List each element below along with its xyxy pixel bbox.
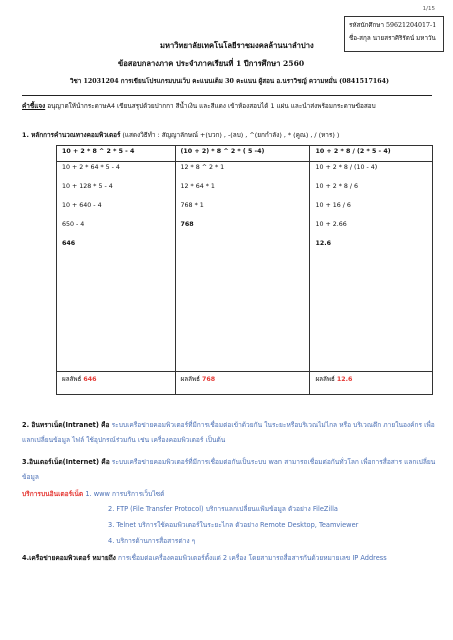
result-cell <box>175 372 310 395</box>
result-value: 12.6 <box>336 376 353 383</box>
step: 10 + 16 / 6 <box>315 202 351 209</box>
solution-steps <box>57 162 176 372</box>
step-final: 646 <box>62 240 76 247</box>
question-1-heading <box>22 130 339 140</box>
instruction-label: คำชี้แจง <box>22 102 46 110</box>
student-name: ชื่อ-สกุล นายสราศิริรัตน์ มหาวัน <box>349 35 436 42</box>
step-final: 12.6 <box>315 240 332 247</box>
result-cell <box>310 372 433 395</box>
university-name: มหาวิทยาลัยเทคโนโลยีราชมงคลล้านนาลำปาง <box>160 41 314 50</box>
internet-service-item: 2. FTP (File Transfer Protocol) บริการแลกเปลี่ยนแฟ้มข้อมูล ตัวอย่าง FileZilla <box>108 505 338 513</box>
instruction-text: อนุญาตให้นำกระดาษA4 เขียนสรุปด้วยปากกา สีน้ำเงิน และสีแดง เข้าห้องสอบได้ 1 แผ่น และนำส่งพร้อมกระดาษข้อสอบ <box>45 102 376 110</box>
header-divider <box>22 95 432 96</box>
question-2-answer: ระบบเครือข่ายคอมพิวเตอร์ที่มีการเชื่อมต่อเข้าด้วยกัน ในระยะหรือบริเวณไม่ไกล หรือ บริเวณตึก ภายในองค์กร เพื่อแลกเปลี่ยนข้อมูล ไฟล์ ใช้อุปกรณ์ร่วมกัน เช่น เครื่องคอมพิวเตอร์ เป็นต้น <box>22 421 435 444</box>
step: 10 + 2 * 8 / 6 <box>315 183 359 190</box>
internet-services-heading <box>22 487 442 502</box>
internet-service-item: 1. www การบริการเว็บไซต์ <box>83 490 165 498</box>
question-4-answer: การเชื่อมต่อเครื่องคอมพิวเตอร์ตั้งแต่ 2 เครื่อง โดยสามารถสื่อสารกันด้วยหมายเลข IP Address <box>115 554 387 562</box>
question-4 <box>22 551 442 566</box>
step: 12 * 64 * 1 <box>180 183 215 190</box>
result-label: ผลลัพธ์ <box>180 376 200 383</box>
solution-steps <box>175 162 310 372</box>
result-value: 646 <box>83 376 97 383</box>
result-label: ผลลัพธ์ <box>315 376 335 383</box>
step: 10 + 640 - 4 <box>62 202 102 209</box>
question-3 <box>22 455 442 485</box>
internet-service-item: 3. Telnet บริการใช้คอมพิวเตอร์ในระยะไกล ตัวอย่าง Remote Desktop, Teamviewer <box>108 521 359 529</box>
question-1-title: 1. หลักการคำนวณทางคอมพิวเตอร์ <box>22 131 121 139</box>
step: 10 + 2 * 64 * 5 - 4 <box>62 164 120 171</box>
question-2-title: 2. อินทราเน็ต(Intranet) คือ <box>22 421 110 429</box>
internet-service-item: 4. บริการด้านการสื่อสารต่าง ๆ <box>108 537 196 545</box>
step: 10 + 128 * 5 - 4 <box>62 183 113 190</box>
step-final: 768 <box>180 221 194 228</box>
student-id-box <box>344 16 444 52</box>
expression-header: 10 + 2 * 8 / (2 * 5 - 4) <box>310 146 433 162</box>
step: 12 * 8 ^ 2 * 1 <box>180 164 225 171</box>
result-value: 768 <box>201 376 216 383</box>
step: 650 - 4 <box>62 221 85 228</box>
internet-services-label: บริการบนอินเตอร์เน็ต <box>22 490 84 498</box>
step: 10 + 2 * 8 / (10 - 4) <box>315 164 378 171</box>
question-1-hint: (แสดงวิธีทำ : สัญญาลักษณ์ +(บวก) , -(ลบ) , ^(ยกกำลัง) , * (คูณ) , / (หาร) ) <box>120 131 340 139</box>
question-4-title: 4.เครือข่ายคอมพิวเตอร์ หมายถึง <box>22 554 116 562</box>
course-line: วิชา 12031204 การเขียนโปรแกรมบนเว็บ คะแนนเต็ม 30 คะแนน ผู้สอน อ.นราวิชญ์ ความหมั่น (0841517164) <box>70 78 389 85</box>
step: 768 * 1 <box>180 202 204 209</box>
page-number: 1/15 <box>422 6 435 12</box>
expression-header: 10 + 2 * 8 ^ 2 * 5 - 4 <box>57 146 176 162</box>
solution-steps <box>310 162 433 372</box>
student-id: รหัสนักศึกษา 59621204017-1 <box>349 22 437 29</box>
question-3-title: 3.อินเตอร์เน็ต(Internet) คือ <box>22 458 110 466</box>
result-label: ผลลัพธ์ <box>62 376 82 383</box>
exam-title: ข้อสอบกลางภาค ประจำภาคเรียนที่ 1 ปีการศึกษา 2560 <box>118 59 305 68</box>
calculation-table <box>56 145 433 395</box>
step: 10 + 2.66 <box>315 221 347 228</box>
instruction <box>22 99 442 113</box>
expression-header: (10 + 2) * 8 ^ 2 * ( 5 -4) <box>175 146 310 162</box>
result-cell <box>57 372 176 395</box>
question-2 <box>22 418 442 448</box>
question-3-answer: ระบบเครือข่ายคอมพิวเตอร์ที่มีการเชื่อมต่อกันเป็นระบบ wan สามารถเชื่อมต่อกันทั่วโลก เพื่อการสื่อสาร แลกเปลี่ยนข้อมูล <box>22 458 436 481</box>
